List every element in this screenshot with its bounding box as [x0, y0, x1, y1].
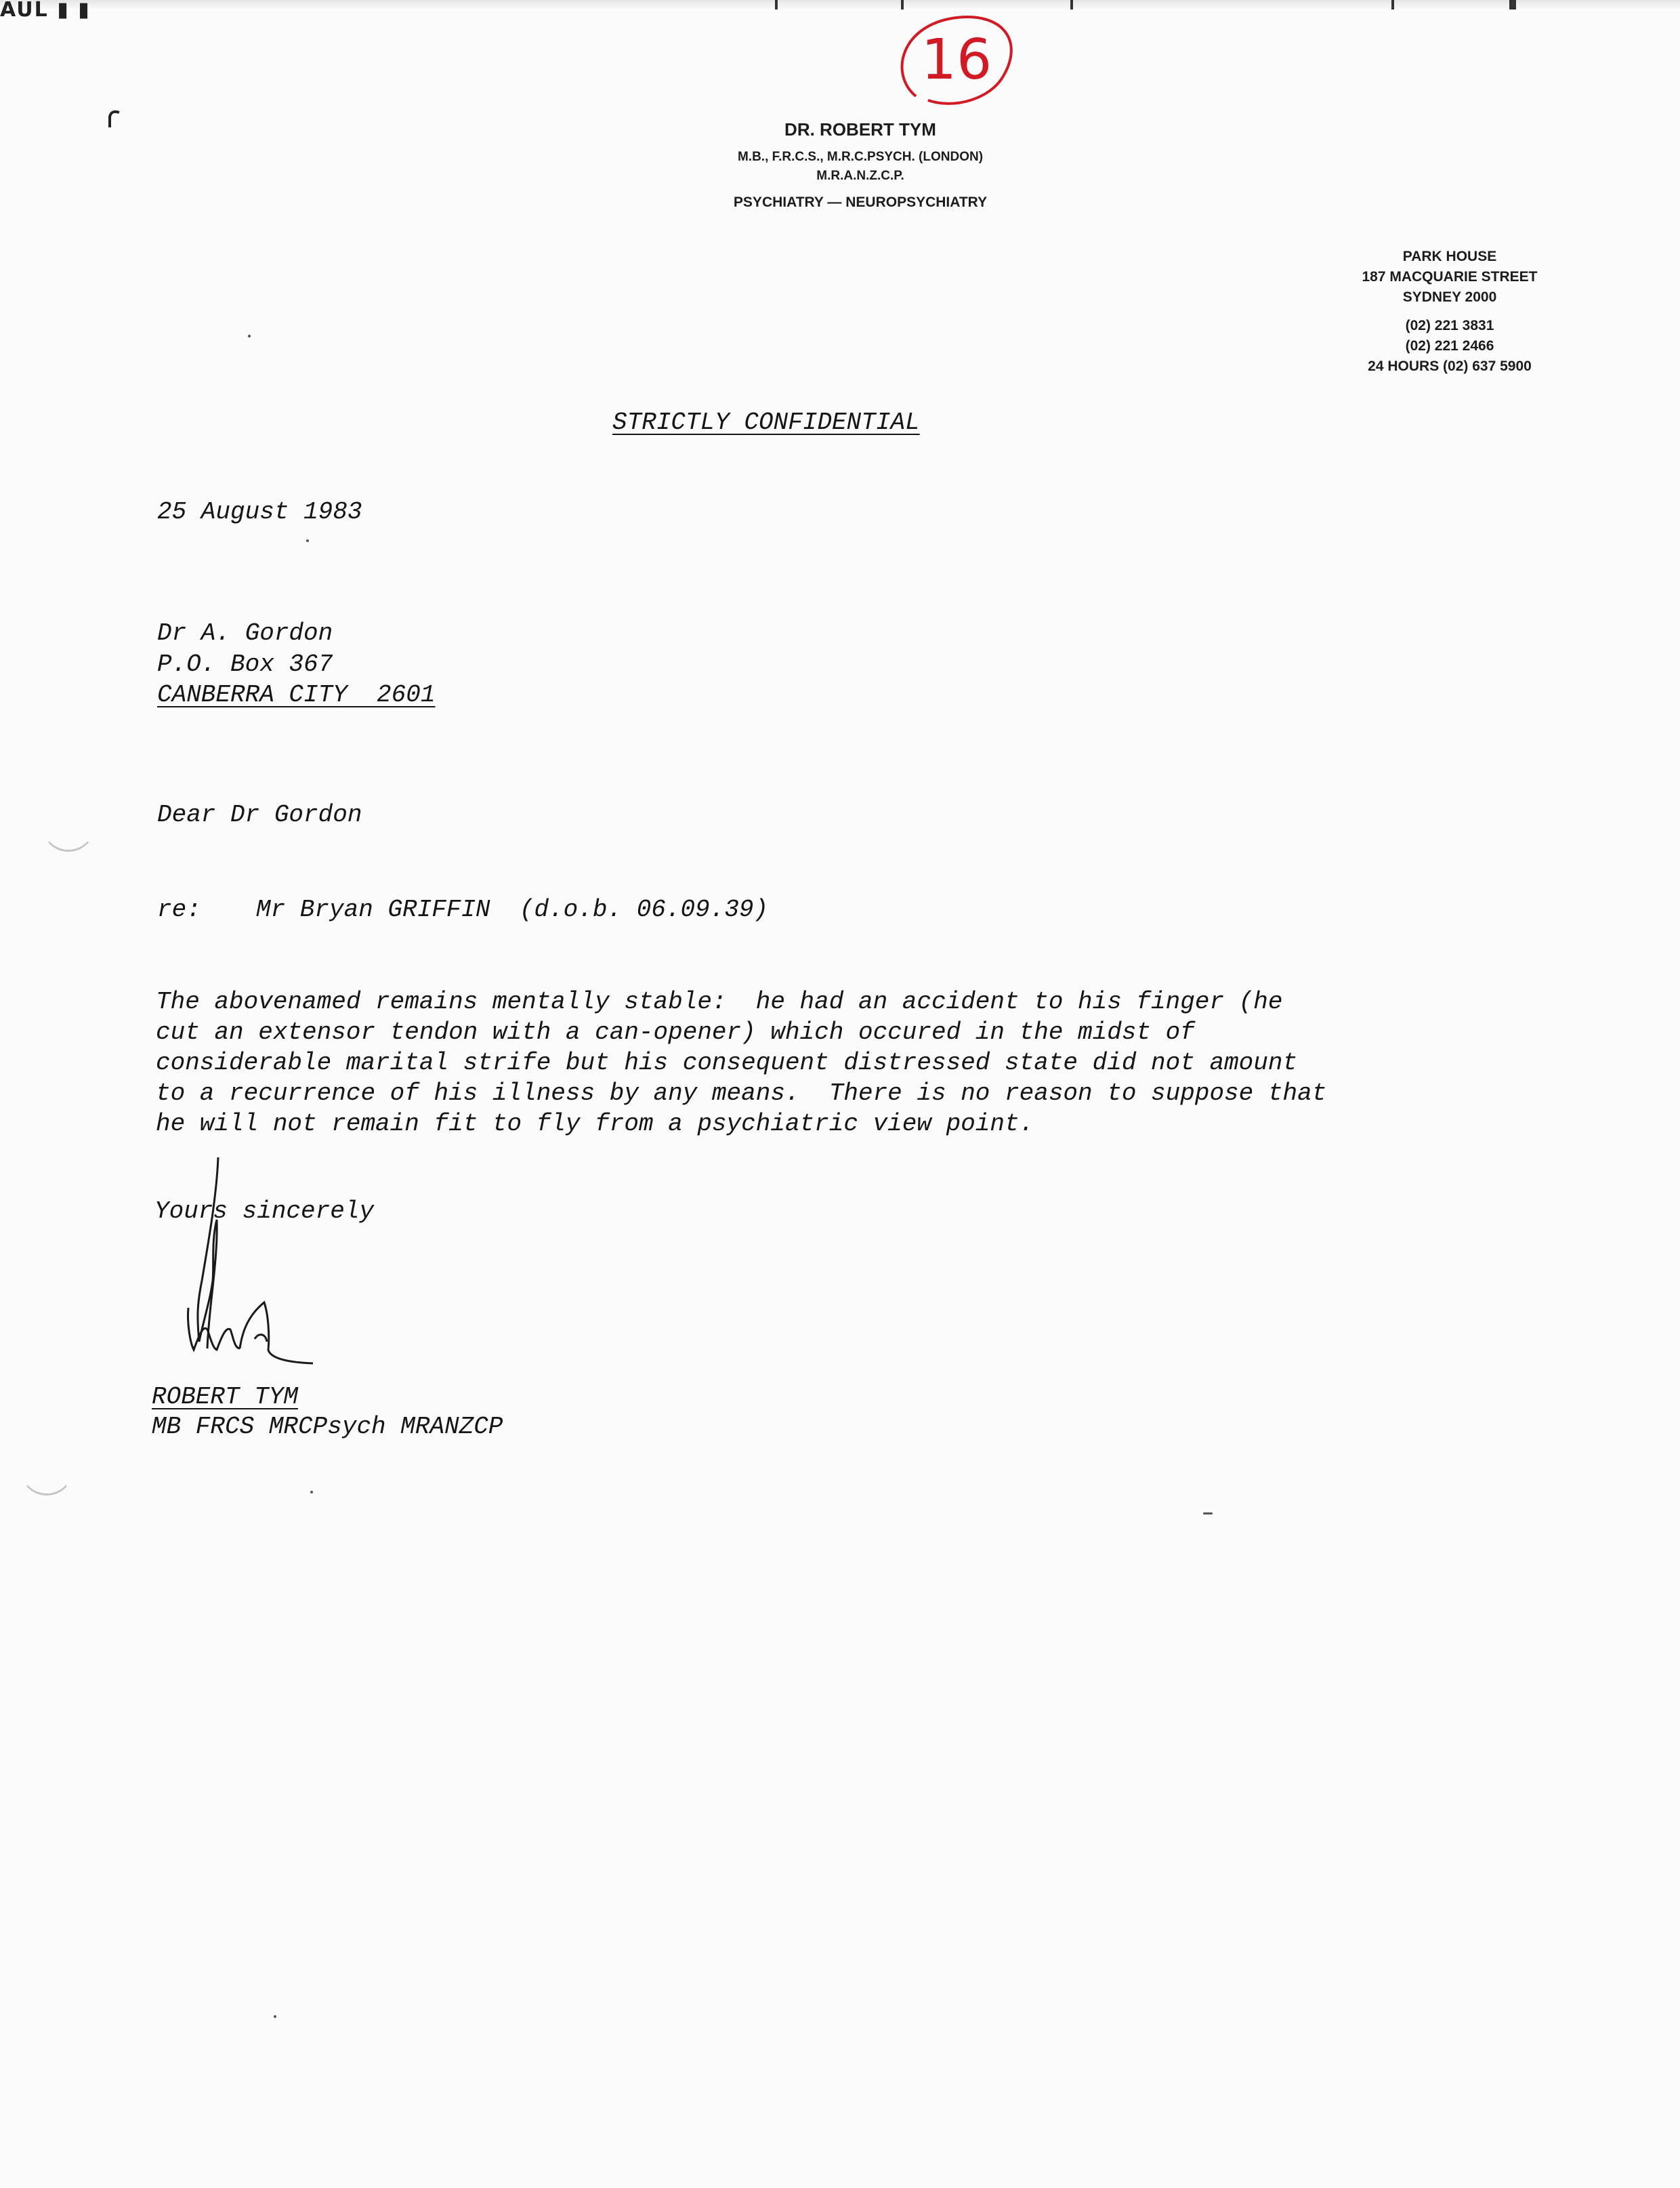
address-street: 187 MACQUARIE STREET — [1362, 269, 1538, 285]
salutation: Dear Dr Gordon — [157, 801, 362, 829]
folio-number-annotation — [889, 9, 1024, 111]
scan-speck — [306, 539, 309, 542]
address-phone-24h: 24 HOURS (02) 637 5900 — [1368, 358, 1532, 374]
scan-tick — [1391, 0, 1394, 9]
recipient-name: Dr A. Gordon — [157, 619, 333, 647]
address-phone-2: (02) 221 2466 — [1405, 338, 1494, 354]
folio-number: 16 — [921, 28, 992, 92]
punch-hole-shadow — [42, 800, 95, 852]
scan-tick — [775, 0, 778, 9]
margin-mark — [107, 108, 121, 129]
recipient-address-line-1: P.O. Box 367 — [157, 651, 333, 678]
body-line-3: considerable marital strife but his consequent distressed state did not amount — [156, 1049, 1298, 1077]
qualifications-line-2: M.R.A.N.Z.C.P. — [816, 169, 904, 183]
practice-address — [1307, 247, 1592, 377]
body-line-5: he will not remain fit to fly from a psychiatric view point. — [156, 1110, 1034, 1138]
scan-tick — [1070, 0, 1073, 9]
re-label: re: — [157, 896, 201, 924]
scan-speck — [1203, 1512, 1213, 1514]
scan-speck — [248, 335, 251, 337]
address-city: SYDNEY 2000 — [1402, 289, 1497, 305]
scan-speck — [274, 2015, 276, 2018]
body-line-2: cut an extensor tendon with a can-opener) which occured in the midst of — [156, 1018, 1195, 1046]
re-subject: Mr Bryan GRIFFIN (d.o.b. 06.09.39) — [256, 896, 769, 924]
punch-hole-shadow — [20, 1443, 73, 1495]
letterhead-specialty: PSYCHIATRY — NEUROPSYCHIATRY — [733, 194, 988, 210]
body-line-4: to a recurrence of his illness by any means. There is no reason to suppose that — [156, 1079, 1327, 1107]
address-phone-1: (02) 221 3831 — [1405, 318, 1494, 333]
address-building: PARK HOUSE — [1402, 249, 1497, 264]
letter-date: 25 August 1983 — [157, 498, 362, 526]
confidential-heading: STRICTLY CONFIDENTIAL — [612, 409, 920, 436]
closing: Yours sincerely — [154, 1197, 375, 1225]
handwritten-signature — [169, 1152, 332, 1376]
scan-tick — [901, 0, 904, 9]
top-left-scan-mark: AUL ▮ ▮ — [0, 0, 91, 22]
signatory-name: ROBERT TYM — [152, 1383, 299, 1411]
body-line-1: The abovenamed remains mentally stable: he had an accident to his finger (he — [156, 988, 1283, 1016]
letterhead-qualifications — [637, 148, 1084, 186]
signatory-qualifications: MB FRCS MRCPsych MRANZCP — [152, 1413, 503, 1441]
letterhead-name: DR. ROBERT TYM — [784, 119, 936, 140]
scan-tick — [1509, 0, 1516, 9]
qualifications-line-1: M.B., F.R.C.S., M.R.C.PSYCH. (LONDON) — [737, 150, 984, 164]
scan-speck — [310, 1491, 313, 1493]
letter-body — [156, 987, 1524, 1139]
recipient-address-line-2: CANBERRA CITY 2601 — [157, 681, 436, 709]
scan-top-edge — [0, 0, 1680, 9]
